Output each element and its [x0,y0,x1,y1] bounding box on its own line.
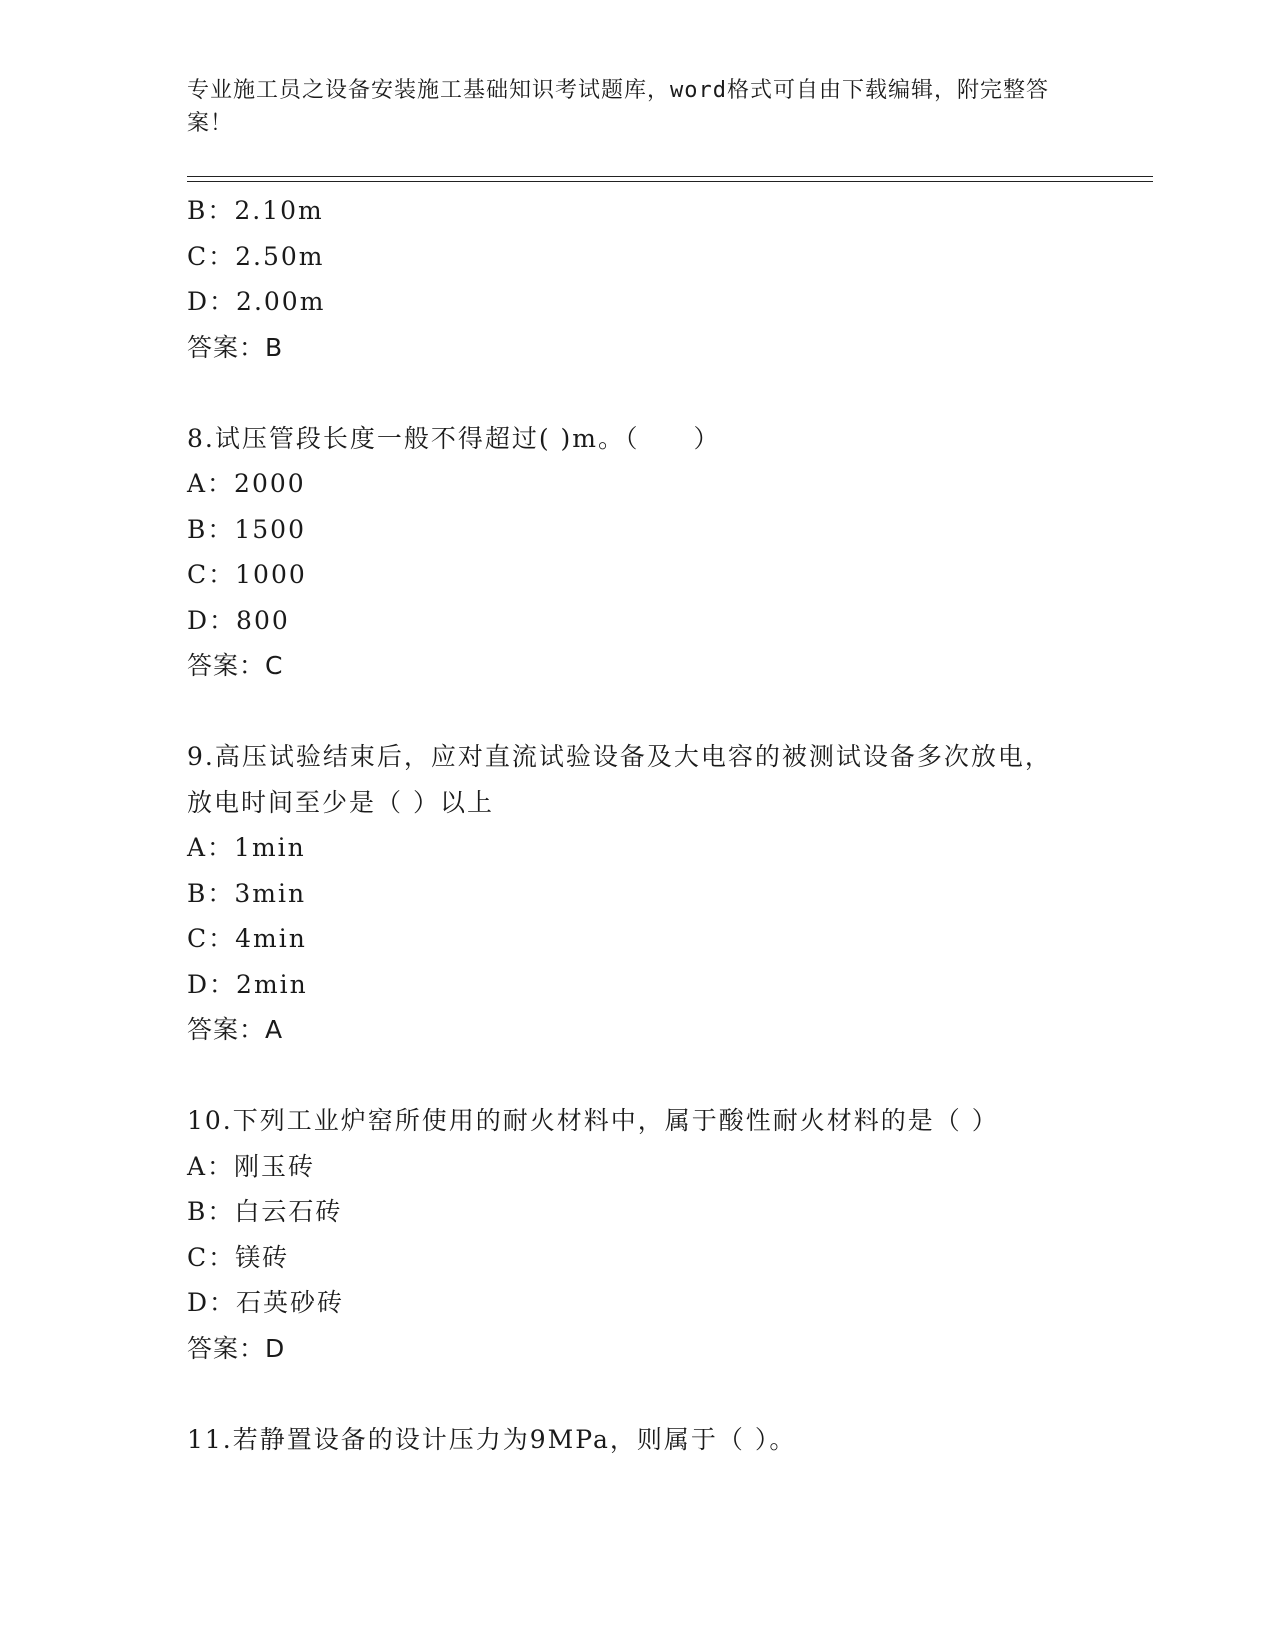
option-line: D：2.00m [187,287,326,316]
document-header: 专业施工员之设备安装施工基础知识考试题库，word格式可自由下载编辑，附完整答案！ [187,78,1049,136]
question-text: 10.下列工业炉窑所使用的耐火材料中，属于酸性耐火材料的是（ ） [187,1106,999,1135]
answer-line: 答案：A [187,1015,284,1044]
option-line: D：800 [187,605,290,635]
answer-line: 答案：B [187,332,284,362]
option-line: C：1000 [187,560,307,589]
option-line: B：白云石砖 [187,1197,343,1226]
header-divider-top [187,176,1153,177]
option-line: D：石英砂砖 [187,1288,345,1317]
option-line: C：2.50m [187,241,325,271]
question-text: 9.高压试验结束后，应对直流试验设备及大电容的被测试设备多次放电，放电时间至少是（ ）以上 [187,742,1052,817]
option-line: B：1500 [187,514,306,544]
question-spacer [187,1053,1087,1099]
option-line: B：2.10m [187,196,324,225]
option-line: C：镁砖 [187,1242,290,1272]
question-spacer [187,370,1087,416]
option-line: B：3min [187,878,307,908]
option-line: C：4min [187,924,307,953]
header-divider-bottom [187,181,1153,182]
option-line: D：2min [187,969,308,999]
question-list [187,188,1087,1462]
question-spacer [187,689,1087,735]
answer-line: 答案：C [187,651,284,680]
option-line: A：1min [187,833,306,862]
question-text: 8.试压管段长度一般不得超过( )m。（ ） [187,423,721,453]
answer-line: 答案：D [187,1333,286,1363]
question-spacer [187,1371,1087,1417]
option-line: A：刚玉砖 [187,1151,316,1181]
option-line: A：2000 [187,469,306,498]
question-text: 11.若静置设备的设计压力为9MPa，则属于（ ）。 [187,1424,797,1454]
